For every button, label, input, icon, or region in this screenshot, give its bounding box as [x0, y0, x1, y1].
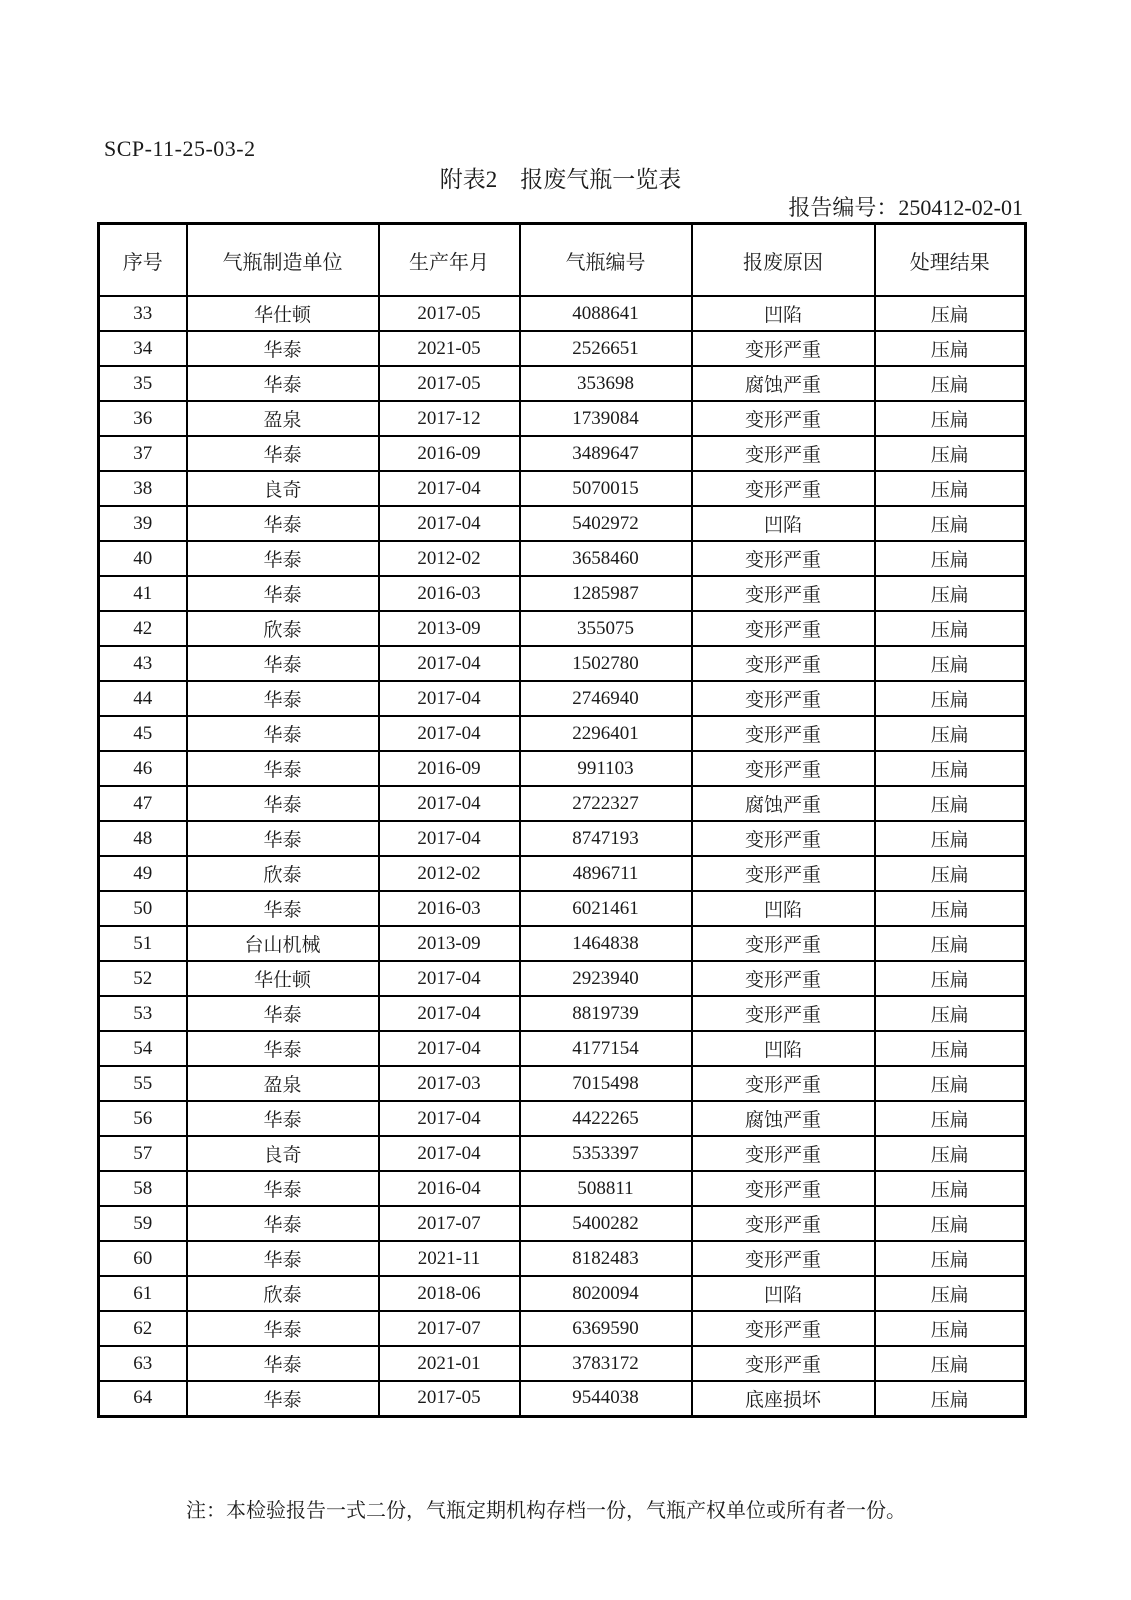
disposal-result-cell: 压扁: [875, 366, 1026, 401]
serial-cell: 49: [99, 856, 187, 891]
cylinder-number-cell: 8747193: [520, 821, 692, 856]
scrap-reason-cell: 凹陷: [692, 1031, 875, 1066]
manufacturer-cell: 台山机械: [187, 926, 379, 961]
cylinder-number-cell: 6369590: [520, 1311, 692, 1346]
disposal-result-cell: 压扁: [875, 1031, 1026, 1066]
table-row: [99, 1066, 1026, 1101]
scrap-reason-cell: 变形严重: [692, 1346, 875, 1381]
table-body: [99, 296, 1026, 1416]
disposal-result-cell: 压扁: [875, 1381, 1026, 1416]
table-row: [99, 471, 1026, 506]
disposal-result-cell: 压扁: [875, 1136, 1026, 1171]
production-date-cell: 2017-04: [379, 716, 520, 751]
manufacturer-cell: 华泰: [187, 1101, 379, 1136]
serial-cell: 47: [99, 786, 187, 821]
manufacturer-cell: 华泰: [187, 821, 379, 856]
cylinder-number-cell: 1502780: [520, 646, 692, 681]
serial-cell: 56: [99, 1101, 187, 1136]
table-row: [99, 1346, 1026, 1381]
serial-cell: 39: [99, 506, 187, 541]
cylinder-number-cell: 4088641: [520, 296, 692, 331]
manufacturer-cell: 华泰: [187, 541, 379, 576]
cylinder-number-cell: 1739084: [520, 401, 692, 436]
disposal-result-cell: 压扁: [875, 436, 1026, 471]
scrap-reason-cell: 变形严重: [692, 436, 875, 471]
table-row: [99, 821, 1026, 856]
table-row: [99, 1101, 1026, 1136]
disposal-result-cell: 压扁: [875, 1346, 1026, 1381]
production-date-cell: 2017-07: [379, 1311, 520, 1346]
cylinder-number-cell: 8819739: [520, 996, 692, 1031]
cylinder-number-cell: 8182483: [520, 1241, 692, 1276]
scrap-reason-cell: 凹陷: [692, 891, 875, 926]
disposal-result-cell: 压扁: [875, 646, 1026, 681]
production-date-cell: 2017-05: [379, 296, 520, 331]
disposal-result-cell: 压扁: [875, 1241, 1026, 1276]
disposal-result-cell: 压扁: [875, 1206, 1026, 1241]
scrap-reason-cell: 变形严重: [692, 541, 875, 576]
production-date-cell: 2017-05: [379, 1381, 520, 1416]
disposal-result-cell: 压扁: [875, 891, 1026, 926]
scrap-reason-cell: 腐蚀严重: [692, 786, 875, 821]
column-header-production-date: 生产年月: [379, 224, 520, 297]
scrap-reason-cell: 变形严重: [692, 996, 875, 1031]
production-date-cell: 2016-03: [379, 891, 520, 926]
serial-cell: 61: [99, 1276, 187, 1311]
disposal-result-cell: 压扁: [875, 961, 1026, 996]
table-row: [99, 1276, 1026, 1311]
manufacturer-cell: 华仕顿: [187, 296, 379, 331]
production-date-cell: 2017-04: [379, 471, 520, 506]
manufacturer-cell: 华泰: [187, 1206, 379, 1241]
table-header: [99, 224, 1026, 297]
disposal-result-cell: 压扁: [875, 1171, 1026, 1206]
cylinder-number-cell: 2746940: [520, 681, 692, 716]
table-row: [99, 576, 1026, 611]
scrap-reason-cell: 变形严重: [692, 1136, 875, 1171]
disposal-result-cell: 压扁: [875, 996, 1026, 1031]
production-date-cell: 2017-04: [379, 821, 520, 856]
disposal-result-cell: 压扁: [875, 541, 1026, 576]
manufacturer-cell: 华泰: [187, 681, 379, 716]
cylinder-number-cell: 4896711: [520, 856, 692, 891]
serial-cell: 44: [99, 681, 187, 716]
disposal-result-cell: 压扁: [875, 471, 1026, 506]
serial-cell: 54: [99, 1031, 187, 1066]
scrap-reason-cell: 变形严重: [692, 926, 875, 961]
manufacturer-cell: 华泰: [187, 891, 379, 926]
manufacturer-cell: 良奇: [187, 471, 379, 506]
column-header-serial: 序号: [99, 224, 187, 297]
table-row: [99, 331, 1026, 366]
scrap-reason-cell: 凹陷: [692, 296, 875, 331]
scrap-reason-cell: 变形严重: [692, 856, 875, 891]
table-row: [99, 1136, 1026, 1171]
production-date-cell: 2017-07: [379, 1206, 520, 1241]
table-row: [99, 681, 1026, 716]
manufacturer-cell: 华泰: [187, 716, 379, 751]
serial-cell: 46: [99, 751, 187, 786]
cylinder-number-cell: 8020094: [520, 1276, 692, 1311]
production-date-cell: 2016-09: [379, 751, 520, 786]
disposal-result-cell: 压扁: [875, 1101, 1026, 1136]
column-header-manufacturer: 气瓶制造单位: [187, 224, 379, 297]
production-date-cell: 2016-09: [379, 436, 520, 471]
table-row: [99, 1206, 1026, 1241]
scrap-reason-cell: 变形严重: [692, 1066, 875, 1101]
table-row: [99, 751, 1026, 786]
serial-cell: 43: [99, 646, 187, 681]
cylinder-number-cell: 2923940: [520, 961, 692, 996]
scrap-reason-cell: 变形严重: [692, 331, 875, 366]
manufacturer-cell: 华泰: [187, 331, 379, 366]
production-date-cell: 2013-09: [379, 611, 520, 646]
serial-cell: 33: [99, 296, 187, 331]
table-row: [99, 926, 1026, 961]
manufacturer-cell: 华仕顿: [187, 961, 379, 996]
scrap-reason-cell: 变形严重: [692, 681, 875, 716]
table-row: [99, 1381, 1026, 1416]
production-date-cell: 2017-03: [379, 1066, 520, 1101]
serial-cell: 37: [99, 436, 187, 471]
serial-cell: 58: [99, 1171, 187, 1206]
table-row: [99, 996, 1026, 1031]
table-row: [99, 366, 1026, 401]
production-date-cell: 2017-04: [379, 786, 520, 821]
production-date-cell: 2021-05: [379, 331, 520, 366]
scrap-reason-cell: 变形严重: [692, 1241, 875, 1276]
production-date-cell: 2017-04: [379, 681, 520, 716]
cylinder-number-cell: 4422265: [520, 1101, 692, 1136]
serial-cell: 40: [99, 541, 187, 576]
table-row: [99, 506, 1026, 541]
serial-cell: 52: [99, 961, 187, 996]
disposal-result-cell: 压扁: [875, 786, 1026, 821]
disposal-result-cell: 压扁: [875, 611, 1026, 646]
serial-cell: 59: [99, 1206, 187, 1241]
serial-cell: 64: [99, 1381, 187, 1416]
serial-cell: 36: [99, 401, 187, 436]
scrap-reason-cell: 变形严重: [692, 716, 875, 751]
cylinder-number-cell: 355075: [520, 611, 692, 646]
table-row: [99, 961, 1026, 996]
serial-cell: 55: [99, 1066, 187, 1101]
document-code: SCP-11-25-03-2: [104, 136, 256, 161]
disposal-result-cell: 压扁: [875, 681, 1026, 716]
serial-cell: 62: [99, 1311, 187, 1346]
cylinder-number-cell: 5402972: [520, 506, 692, 541]
footnote: 注：本检验报告一式二份，气瓶定期机构存档一份，气瓶产权单位或所有者一份。: [186, 1500, 906, 1522]
manufacturer-cell: 华泰: [187, 1311, 379, 1346]
production-date-cell: 2017-04: [379, 1031, 520, 1066]
scrap-reason-cell: 底座损坏: [692, 1381, 875, 1416]
disposal-result-cell: 压扁: [875, 1066, 1026, 1101]
production-date-cell: 2012-02: [379, 856, 520, 891]
serial-cell: 42: [99, 611, 187, 646]
report-number: 报告编号：250412-02-01: [788, 195, 1023, 220]
table-header-row: [99, 224, 1026, 297]
page-title: 附表2 报废气瓶一览表: [439, 167, 682, 192]
production-date-cell: 2017-12: [379, 401, 520, 436]
production-date-cell: 2016-04: [379, 1171, 520, 1206]
manufacturer-cell: 欣泰: [187, 611, 379, 646]
cylinder-number-cell: 5353397: [520, 1136, 692, 1171]
table-row: [99, 786, 1026, 821]
production-date-cell: 2017-04: [379, 506, 520, 541]
serial-cell: 60: [99, 1241, 187, 1276]
production-date-cell: 2021-01: [379, 1346, 520, 1381]
cylinder-number-cell: 2722327: [520, 786, 692, 821]
cylinder-number-cell: 353698: [520, 366, 692, 401]
cylinder-number-cell: 1464838: [520, 926, 692, 961]
disposal-result-cell: 压扁: [875, 821, 1026, 856]
disposal-result-cell: 压扁: [875, 716, 1026, 751]
manufacturer-cell: 华泰: [187, 1381, 379, 1416]
scrap-reason-cell: 变形严重: [692, 401, 875, 436]
production-date-cell: 2017-04: [379, 961, 520, 996]
table-row: [99, 891, 1026, 926]
cylinder-number-cell: 991103: [520, 751, 692, 786]
manufacturer-cell: 华泰: [187, 996, 379, 1031]
disposal-result-cell: 压扁: [875, 856, 1026, 891]
scrap-reason-cell: 变形严重: [692, 611, 875, 646]
cylinder-number-cell: 6021461: [520, 891, 692, 926]
disposal-result-cell: 压扁: [875, 1311, 1026, 1346]
scrap-reason-cell: 变形严重: [692, 751, 875, 786]
scrap-reason-cell: 腐蚀严重: [692, 1101, 875, 1136]
disposal-result-cell: 压扁: [875, 296, 1026, 331]
disposal-result-cell: 压扁: [875, 506, 1026, 541]
table-row: [99, 716, 1026, 751]
scrap-reason-cell: 凹陷: [692, 506, 875, 541]
scrap-cylinder-table: [97, 222, 1027, 1418]
manufacturer-cell: 华泰: [187, 751, 379, 786]
scrap-reason-cell: 变形严重: [692, 1171, 875, 1206]
table-row: [99, 296, 1026, 331]
serial-cell: 50: [99, 891, 187, 926]
table-row: [99, 541, 1026, 576]
manufacturer-cell: 华泰: [187, 786, 379, 821]
serial-cell: 45: [99, 716, 187, 751]
manufacturer-cell: 欣泰: [187, 1276, 379, 1311]
manufacturer-cell: 华泰: [187, 1171, 379, 1206]
table-row: [99, 611, 1026, 646]
manufacturer-cell: 华泰: [187, 576, 379, 611]
production-date-cell: 2017-04: [379, 996, 520, 1031]
serial-cell: 57: [99, 1136, 187, 1171]
disposal-result-cell: 压扁: [875, 926, 1026, 961]
scrap-reason-cell: 变形严重: [692, 1206, 875, 1241]
column-header-scrap-reason: 报废原因: [692, 224, 875, 297]
manufacturer-cell: 华泰: [187, 1031, 379, 1066]
cylinder-number-cell: 3658460: [520, 541, 692, 576]
manufacturer-cell: 华泰: [187, 1346, 379, 1381]
serial-cell: 41: [99, 576, 187, 611]
production-date-cell: 2017-04: [379, 1101, 520, 1136]
production-date-cell: 2013-09: [379, 926, 520, 961]
cylinder-number-cell: 508811: [520, 1171, 692, 1206]
manufacturer-cell: 良奇: [187, 1136, 379, 1171]
manufacturer-cell: 华泰: [187, 506, 379, 541]
cylinder-number-cell: 5070015: [520, 471, 692, 506]
disposal-result-cell: 压扁: [875, 1276, 1026, 1311]
manufacturer-cell: 华泰: [187, 646, 379, 681]
table-row: [99, 401, 1026, 436]
serial-cell: 51: [99, 926, 187, 961]
disposal-result-cell: 压扁: [875, 576, 1026, 611]
serial-cell: 63: [99, 1346, 187, 1381]
serial-cell: 35: [99, 366, 187, 401]
table-row: [99, 646, 1026, 681]
scrap-reason-cell: 凹陷: [692, 1276, 875, 1311]
production-date-cell: 2017-04: [379, 1136, 520, 1171]
table-row: [99, 1241, 1026, 1276]
cylinder-number-cell: 7015498: [520, 1066, 692, 1101]
manufacturer-cell: 盈泉: [187, 401, 379, 436]
serial-cell: 38: [99, 471, 187, 506]
table-row: [99, 436, 1026, 471]
cylinder-number-cell: 9544038: [520, 1381, 692, 1416]
manufacturer-cell: 华泰: [187, 366, 379, 401]
cylinder-number-cell: 2526651: [520, 331, 692, 366]
production-date-cell: 2021-11: [379, 1241, 520, 1276]
cylinder-number-cell: 1285987: [520, 576, 692, 611]
serial-cell: 48: [99, 821, 187, 856]
cylinder-number-cell: 2296401: [520, 716, 692, 751]
column-header-disposal-result: 处理结果: [875, 224, 1026, 297]
production-date-cell: 2012-02: [379, 541, 520, 576]
disposal-result-cell: 压扁: [875, 751, 1026, 786]
production-date-cell: 2017-05: [379, 366, 520, 401]
scrap-reason-cell: 变形严重: [692, 821, 875, 856]
cylinder-number-cell: 3783172: [520, 1346, 692, 1381]
cylinder-number-cell: 5400282: [520, 1206, 692, 1241]
table-row: [99, 1031, 1026, 1066]
manufacturer-cell: 盈泉: [187, 1066, 379, 1101]
scrap-reason-cell: 变形严重: [692, 1311, 875, 1346]
cylinder-number-cell: 4177154: [520, 1031, 692, 1066]
scrap-reason-cell: 变形严重: [692, 576, 875, 611]
serial-cell: 34: [99, 331, 187, 366]
production-date-cell: 2017-04: [379, 646, 520, 681]
table-row: [99, 1171, 1026, 1206]
disposal-result-cell: 压扁: [875, 401, 1026, 436]
table-row: [99, 1311, 1026, 1346]
scrap-reason-cell: 腐蚀严重: [692, 366, 875, 401]
disposal-result-cell: 压扁: [875, 331, 1026, 366]
scrap-reason-cell: 变形严重: [692, 471, 875, 506]
manufacturer-cell: 华泰: [187, 436, 379, 471]
manufacturer-cell: 华泰: [187, 1241, 379, 1276]
scrap-reason-cell: 变形严重: [692, 961, 875, 996]
cylinder-number-cell: 3489647: [520, 436, 692, 471]
table-row: [99, 856, 1026, 891]
column-header-cylinder-number: 气瓶编号: [520, 224, 692, 297]
production-date-cell: 2016-03: [379, 576, 520, 611]
production-date-cell: 2018-06: [379, 1276, 520, 1311]
manufacturer-cell: 欣泰: [187, 856, 379, 891]
serial-cell: 53: [99, 996, 187, 1031]
scrap-reason-cell: 变形严重: [692, 646, 875, 681]
